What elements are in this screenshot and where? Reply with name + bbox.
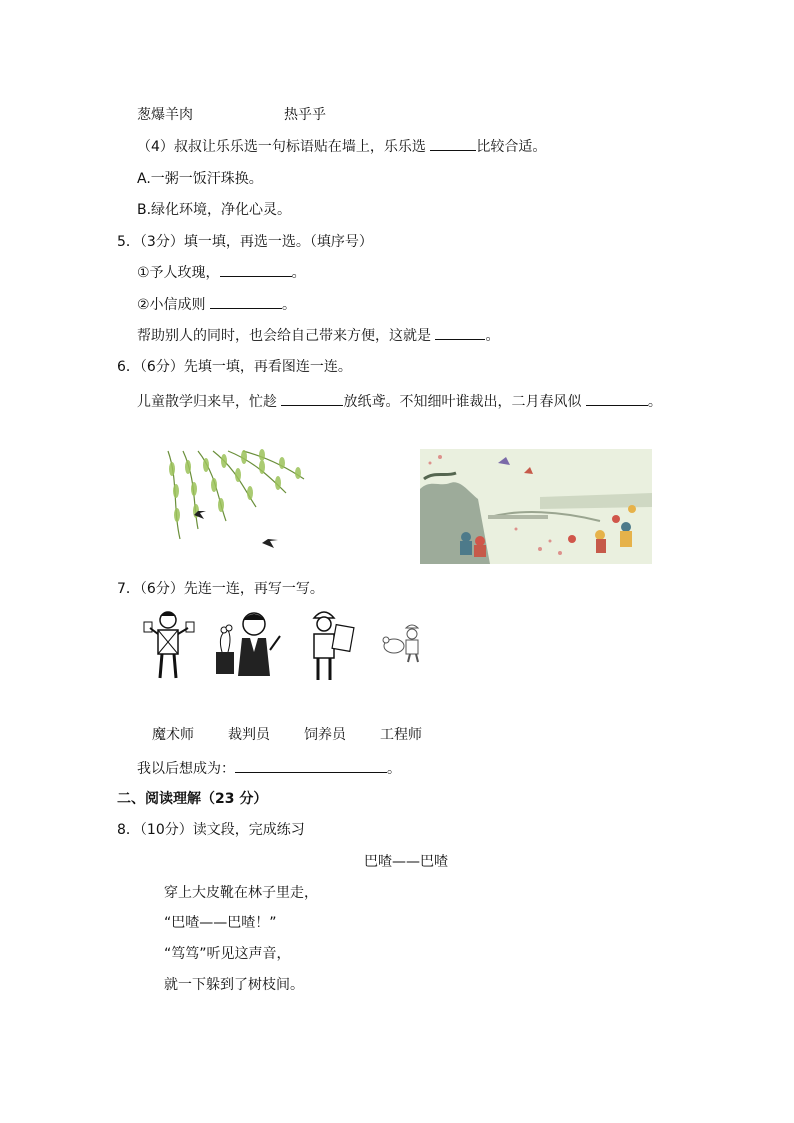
- q5-line-2-pre: ②小信成则: [137, 297, 211, 313]
- q5-heading: 5．（3分）填一填，再选一选。（填序号）: [117, 234, 373, 250]
- q5-line-1: [137, 264, 306, 282]
- q5-line-2-post: 。: [282, 297, 297, 313]
- zookeeper-icon: [380, 624, 424, 664]
- dish-word-2: 热乎乎: [284, 107, 326, 123]
- q6-poem-part-3: 。: [647, 394, 662, 410]
- q5-blank-2[interactable]: [210, 296, 282, 309]
- q6-blank-2[interactable]: [586, 393, 648, 406]
- magician-icon: [214, 608, 286, 682]
- q5-line-1-pre: ①予人玫瑰，: [137, 265, 220, 281]
- q5-line-3: [137, 327, 499, 345]
- engineer-icon: [308, 606, 356, 682]
- section-2-title: 二、阅读理解（23 分）: [117, 791, 268, 807]
- kite-children-picture[interactable]: [420, 449, 652, 564]
- willow-swallow-picture[interactable]: [158, 449, 308, 561]
- zookeeper-figure[interactable]: [380, 624, 424, 664]
- q7-wish-blank[interactable]: [235, 760, 387, 773]
- q5-line-3-post: 。: [485, 328, 500, 344]
- poem-line-4: 就一下躲到了树枝间。: [164, 977, 304, 993]
- dish-word-1: 葱爆羊肉: [137, 107, 193, 123]
- q5-line-2: [137, 296, 296, 314]
- engineer-figure[interactable]: [308, 606, 356, 682]
- q6-poem-line: [137, 393, 662, 411]
- q7-heading: 7．（6分）先连一连，再写一写。: [117, 581, 324, 597]
- poem-title: 巴喳——巴喳: [364, 854, 448, 870]
- q5-blank-1[interactable]: [220, 264, 292, 277]
- q5-blank-3[interactable]: [435, 327, 485, 340]
- q8-heading: 8．（10分）读文段，完成练习: [117, 822, 305, 838]
- q5-line-3-pre: 帮助别人的同时，也会给自己带来方便，这就是: [137, 328, 436, 344]
- willow-illustration: [158, 449, 308, 561]
- job-referee: 裁判员: [228, 727, 270, 743]
- magician-figure[interactable]: [214, 608, 286, 682]
- q4-option-b: B.绿化环境，净化心灵。: [137, 202, 292, 218]
- q7-wish-line: [137, 760, 401, 778]
- q6-poem-part-1: 儿童散学归来早，忙趁: [137, 394, 282, 410]
- kite-scene-illustration: [420, 449, 652, 564]
- q6-blank-1[interactable]: [281, 393, 343, 406]
- q4-answer-blank[interactable]: [430, 138, 476, 151]
- q7-wish-post: 。: [387, 761, 401, 777]
- q7-wish-pre: 我以后想成为：: [137, 761, 235, 777]
- q4-stem-post: 比较合适。: [476, 139, 547, 155]
- poem-line-2: “巴喳——巴喳！”: [164, 915, 277, 931]
- q6-heading: 6．（6分）先填一填，再看图连一连。: [117, 359, 352, 375]
- q6-poem-part-2: 放纸鸢。不知细叶谁裁出，二月春风似: [343, 394, 586, 410]
- referee-icon: [142, 608, 198, 682]
- q4-stem-pre: （4）叔叔让乐乐选一句标语贴在墙上，乐乐选: [137, 139, 431, 155]
- q4-stem: [137, 138, 546, 156]
- job-magician: 魔术师: [152, 727, 194, 743]
- poem-line-3: “笃笃”听见这声音，: [164, 946, 291, 962]
- job-engineer: 工程师: [380, 727, 422, 743]
- job-zookeeper: 饲养员: [304, 727, 346, 743]
- referee-figure[interactable]: [142, 608, 198, 682]
- q4-option-a: A.一粥一饭汗珠换。: [137, 171, 263, 187]
- poem-line-1: 穿上大皮靴在林子里走，: [164, 885, 318, 901]
- q5-line-1-post: 。: [291, 265, 306, 281]
